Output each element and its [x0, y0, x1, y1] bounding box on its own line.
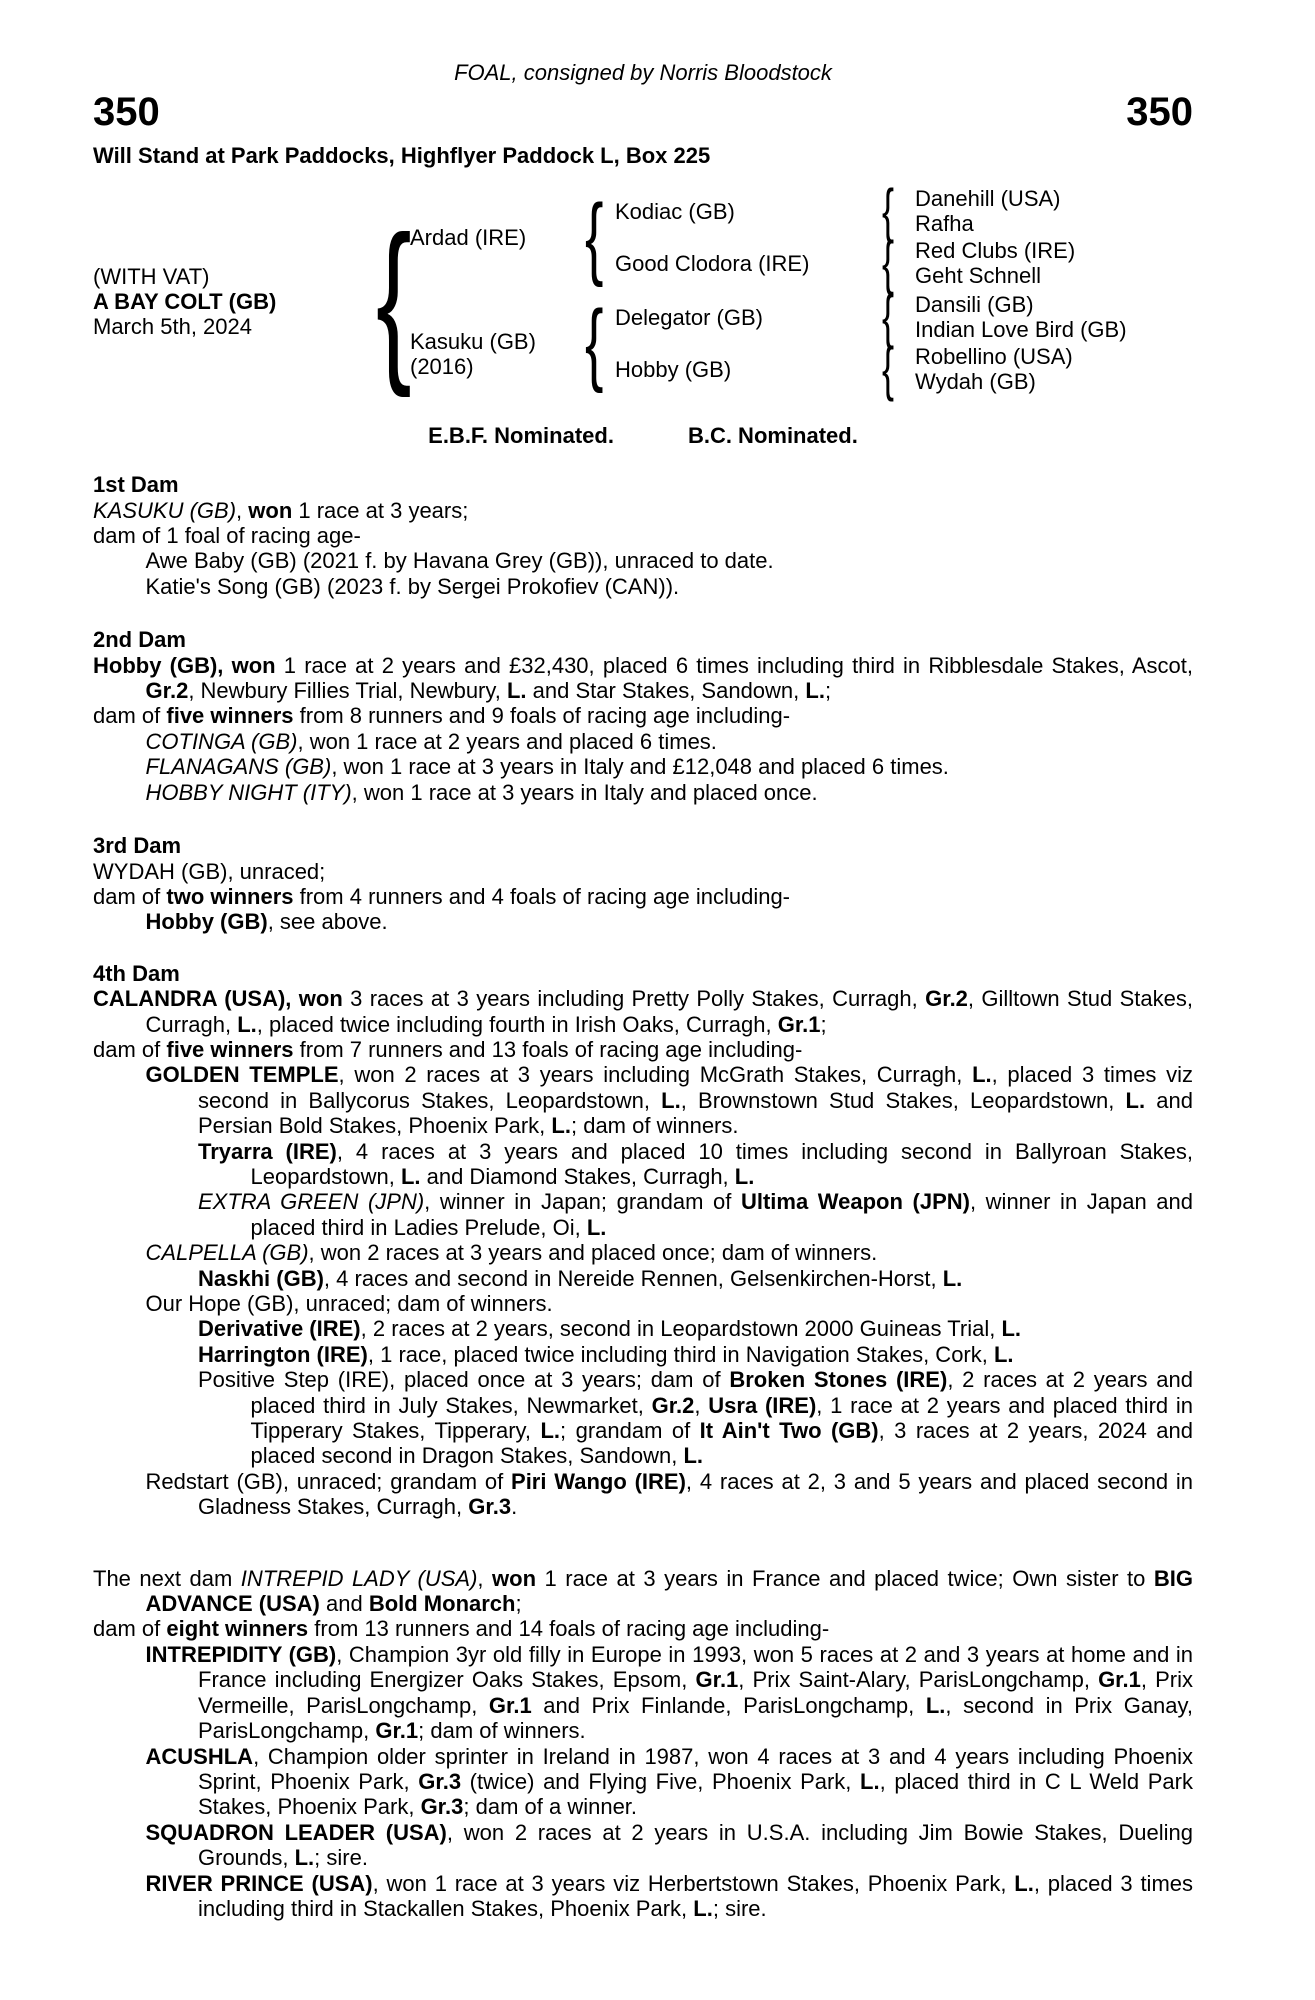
catalogue-paragraph: dam of five winners from 7 runners and 13 foals of racing age including-: [93, 1036, 803, 1062]
catalogue-paragraph: FLANAGANS (GB), won 1 race at 3 years in Italy and £12,048 and placed 6 times.: [145, 754, 949, 780]
great-grandparent-1: Danehill (USA): [915, 185, 1061, 211]
granddam-maternal: Hobby (GB): [615, 356, 732, 382]
lot-number-left: 350: [93, 90, 160, 135]
catalogue-paragraph: HOBBY NIGHT (ITY), won 1 race at 3 years in Italy and placed once.: [145, 779, 818, 805]
catalogue-paragraph: RIVER PRINCE (USA), won 1 race at 3 years viz Herbertstown Stakes, Phoenix Park, L., placed 3 times including third in Stackallen Stakes, Phoenix Park, L.; sire.: [145, 1870, 1194, 1921]
catalogue-paragraph: Redstart (GB), unraced; grandam of Piri Wango (IRE), 4 races at 2, 3 and 5 years and placed second in Gladness Stakes, Curragh, Gr.3.: [145, 1468, 1193, 1520]
catalogue-paragraph: KASUKU (GB), won 1 race at 3 years;: [93, 497, 469, 523]
grandsire-paternal: Kodiac (GB): [615, 198, 735, 224]
sire-name: Ardad (IRE): [410, 224, 527, 250]
lot-number-right: 350: [1126, 90, 1193, 135]
pedigree-brace-gg4: {: [882, 334, 895, 402]
section-heading: 3rd Dam: [93, 833, 182, 859]
nominations-row: [93, 423, 1193, 448]
great-grandparent-5: Dansili (GB): [915, 291, 1034, 317]
stand-location-line: Will Stand at Park Paddocks, Highflyer Paddock L, Box 225: [93, 143, 711, 169]
section-heading: 2nd Dam: [93, 627, 186, 653]
great-grandparent-6: Indian Love Bird (GB): [915, 316, 1127, 342]
catalogue-paragraph: Awe Baby (GB) (2021 f. by Havana Grey (GB)), unraced to date.: [145, 548, 774, 574]
catalogue-paragraph: Naskhi (GB), 4 races and second in Nereide Rennen, Gelsenkirchen-Horst, L.: [198, 1265, 963, 1291]
catalogue-paragraph: Hobby (GB), won 1 race at 2 years and £32,430, placed 6 times including third in Ribblesdale Stakes, Ascot, Gr.2, Newbury Fillies Trial, Newbury, L. and Star Stakes, Sandown, L.;: [93, 652, 1193, 704]
dam-section-4: [93, 961, 1193, 1520]
pedigree-brace-gg3: {: [882, 282, 895, 350]
pedigree-brace-dam: {: [585, 291, 604, 394]
catalogue-paragraph: EXTRA GREEN (JPN), winner in Japan; grandam of Ultima Weapon (JPN), winner in Japan and placed third in Ladies Prelude, Oi, L.: [198, 1189, 1194, 1240]
dam-section-2: [93, 627, 1193, 805]
lot-number-row: [93, 91, 1193, 133]
ebf-nomination: E.B.F. Nominated.: [428, 422, 614, 448]
subject-name: A BAY COLT (GB): [93, 288, 277, 314]
catalogue-paragraph: Harrington (IRE), 1 race, placed twice including third in Navigation Stakes, Cork, L.: [198, 1341, 1014, 1367]
catalogue-paragraph: Derivative (IRE), 2 races at 2 years, second in Leopardstown 2000 Guineas Trial, L.: [198, 1316, 1022, 1342]
catalogue-paragraph: dam of five winners from 8 runners and 9 foals of racing age including-: [93, 703, 791, 729]
catalogue-paragraph: Katie's Song (GB) (2023 f. by Sergei Prokofiev (CAN)).: [145, 573, 680, 599]
section-heading: 4th Dam: [93, 960, 180, 986]
great-grandparent-4: Geht Schnell: [915, 262, 1041, 288]
next-dam-section: [93, 1566, 1193, 1922]
pedigree-brace-gg2: {: [882, 228, 895, 296]
catalogue-paragraph: CALANDRA (USA), won 3 races at 3 years including Pretty Polly Stakes, Curragh, Gr.2, Gilltown Stud Stakes, Curragh, L., placed twice including fourth in Irish Oaks, Curragh, Gr.1;: [93, 986, 1193, 1037]
catalogue-paragraph: The next dam INTREPID LADY (USA), won 1 race at 3 years in France and placed twice; Own sister to BIG ADVANCE (USA) and Bold Monarch;: [93, 1565, 1193, 1617]
catalogue-paragraph: GOLDEN TEMPLE, won 2 races at 3 years including McGrath Stakes, Curragh, L., placed 3 times viz second in Ballycorus Stakes, Leopardstown, L., Brownstown Stud Stakes, Leopardstown, L. and Persian Bold Stakes, Phoenix Park, L.; dam of winners.: [145, 1062, 1193, 1139]
dam-section-1: [93, 472, 1193, 599]
dam-section-3: [93, 833, 1193, 935]
pedigree-brace-gg1: {: [882, 176, 895, 244]
grandsire-maternal: Delegator (GB): [615, 304, 763, 330]
catalogue-paragraph: WYDAH (GB), unraced;: [93, 858, 326, 884]
granddam-paternal: Good Clodora (IRE): [615, 250, 810, 276]
catalogue-paragraph: CALPELLA (GB), won 2 races at 3 years and placed once; dam of winners.: [145, 1240, 878, 1266]
pedigree-tree: [93, 176, 1193, 411]
section-heading: 1st Dam: [93, 472, 179, 498]
great-grandparent-2: Rafha: [915, 210, 974, 236]
foal-date: March 5th, 2024: [93, 313, 252, 339]
catalogue-paragraph: COTINGA (GB), won 1 race at 2 years and placed 6 times.: [145, 728, 717, 754]
catalogue-paragraph: Positive Step (IRE), placed once at 3 years; dam of Broken Stones (IRE), 2 races at 2 years and placed third in July Stakes, Newmarket, Gr.2, Usra (IRE), 1 race at 2 years and placed third in Tipperary Stakes, Tipperary, L.; grandam of It Ain't Two (GB), 3 races at 2 years, 2024 and placed second in Dragon Stakes, Sandown, L.: [198, 1367, 1194, 1469]
catalogue-paragraph: Our Hope (GB), unraced; dam of winners.: [145, 1291, 553, 1316]
catalogue-paragraph: Tryarra (IRE), 4 races at 3 years and placed 10 times including second in Ballyroan Stakes, Leopardstown, L. and Diamond Stakes, Curragh, L.: [198, 1138, 1193, 1189]
page-content: [93, 0, 1193, 1921]
pedigree-text-body: [93, 472, 1193, 1921]
catalogue-paragraph: Hobby (GB), see above.: [145, 909, 388, 935]
dam-year: (2016): [410, 353, 474, 379]
pedigree-brace-sire: {: [585, 185, 604, 288]
consignor-line: FOAL, consigned by Norris Bloodstock: [454, 60, 832, 85]
catalogue-paragraph: SQUADRON LEADER (USA), won 2 races at 2 years in U.S.A. including Jim Bowie Stakes, Dueling Grounds, L.; sire.: [145, 1819, 1193, 1871]
catalogue-paragraph: dam of two winners from 4 runners and 4 foals of racing age including-: [93, 883, 791, 909]
catalogue-paragraph: INTREPIDITY (GB), Champion 3yr old filly in Europe in 1993, won 5 races at 2 and 3 years at home and in France including Energizer Oaks Stakes, Epsom, Gr.1, Prix Saint-Alary, ParisLongchamp, Gr.1, Prix Vermeille, ParisLongchamp, Gr.1 and Prix Finlande, ParisLongchamp, L., second in Prix Ganay, ParisLongchamp, Gr.1; dam of winners.: [145, 1641, 1194, 1744]
bc-nomination: B.C. Nominated.: [687, 422, 858, 448]
dam-name: Kasuku (GB): [410, 328, 536, 354]
pedigree-brace-main: {: [376, 198, 412, 398]
catalogue-paragraph: ACUSHLA, Champion older sprinter in Ireland in 1987, won 4 races at 3 and 4 years including Phoenix Sprint, Phoenix Park, Gr.3 (twice) and Flying Five, Phoenix Park, L., placed third in C L Weld Park Stakes, Phoenix Park, Gr.3; dam of a winner.: [145, 1743, 1193, 1820]
catalogue-paragraph: dam of eight winners from 13 runners and 14 foals of racing age including-: [93, 1616, 830, 1642]
great-grandparent-7: Robellino (USA): [915, 343, 1073, 369]
vat-note: (WITH VAT): [93, 263, 210, 289]
catalogue-paragraph: dam of 1 foal of racing age-: [93, 523, 361, 549]
great-grandparent-8: Wydah (GB): [915, 368, 1036, 394]
great-grandparent-3: Red Clubs (IRE): [915, 237, 1076, 263]
